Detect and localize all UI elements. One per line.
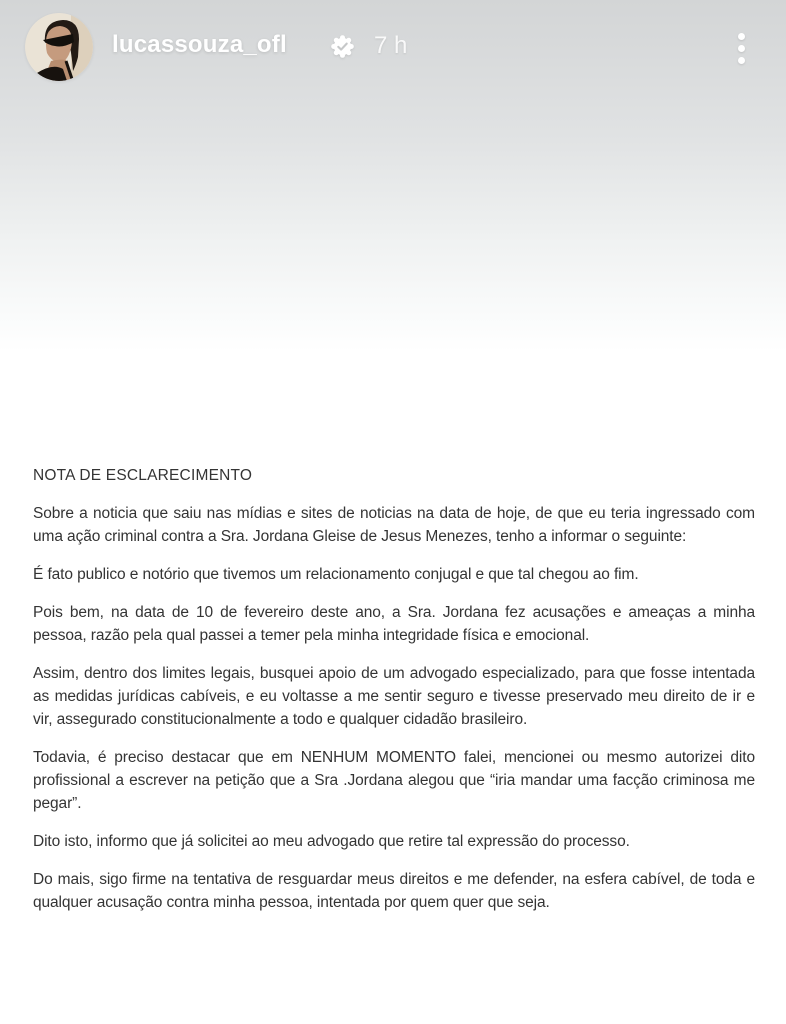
avatar-illustration	[25, 13, 93, 81]
note-paragraph: Pois bem, na data de 10 de fevereiro deste ano, a Sra. Jordana fez acusações e ameaças a minha pessoa, razão pela qual passei a temer pela minha integridade física e emocional.	[33, 604, 755, 644]
note-paragraph: Do mais, sigo firme na tentativa de resguardar meus direitos e me defender, na esfera cabível, de toda e qualquer acusação contra minha pessoa, intentada por quem quer que seja.	[33, 871, 755, 911]
note-image	[33, 464, 755, 914]
story-timestamp: 7 h	[374, 32, 408, 59]
more-options-button[interactable]	[723, 22, 759, 74]
note-title: NOTA DE ESCLARECIMENTO	[33, 467, 253, 484]
note-paragraph: É fato publico e notório que tivemos um relacionamento conjugal e que tal chegou ao fim.	[33, 566, 639, 583]
note-paragraph: Sobre a noticia que saiu nas mídias e sites de noticias na data de hoje, de que eu teria ingressado com uma ação criminal contra a Sra. Jordana Gleise de Jesus Menezes, tenho a informar o seguinte:	[33, 505, 755, 545]
verified-badge-icon	[331, 35, 354, 58]
note-paragraph: Todavia, é preciso destacar que em NENHUM MOMENTO falei, mencionei ou mesmo autorizei dito profissional a escrever na petição que a Sra .Jordana alegou que “iria mandar uma facção criminosa me pegar”.	[33, 749, 755, 812]
story-header	[0, 0, 786, 96]
username[interactable]: lucassouza_ofl	[112, 31, 287, 58]
avatar[interactable]	[25, 13, 93, 81]
note-paragraph: Dito isto, informo que já solicitei ao meu advogado que retire tal expressão do processo.	[33, 833, 630, 850]
note-paragraph: Assim, dentro dos limites legais, busquei apoio de um advogado especializado, para que fosse intentada as medidas jurídicas cabíveis, e eu voltasse a me sentir seguro e tivesse preservado meu direito de ir e vir, assegurado constitucionalmente a todo e qualquer cidadão brasileiro.	[33, 665, 755, 728]
